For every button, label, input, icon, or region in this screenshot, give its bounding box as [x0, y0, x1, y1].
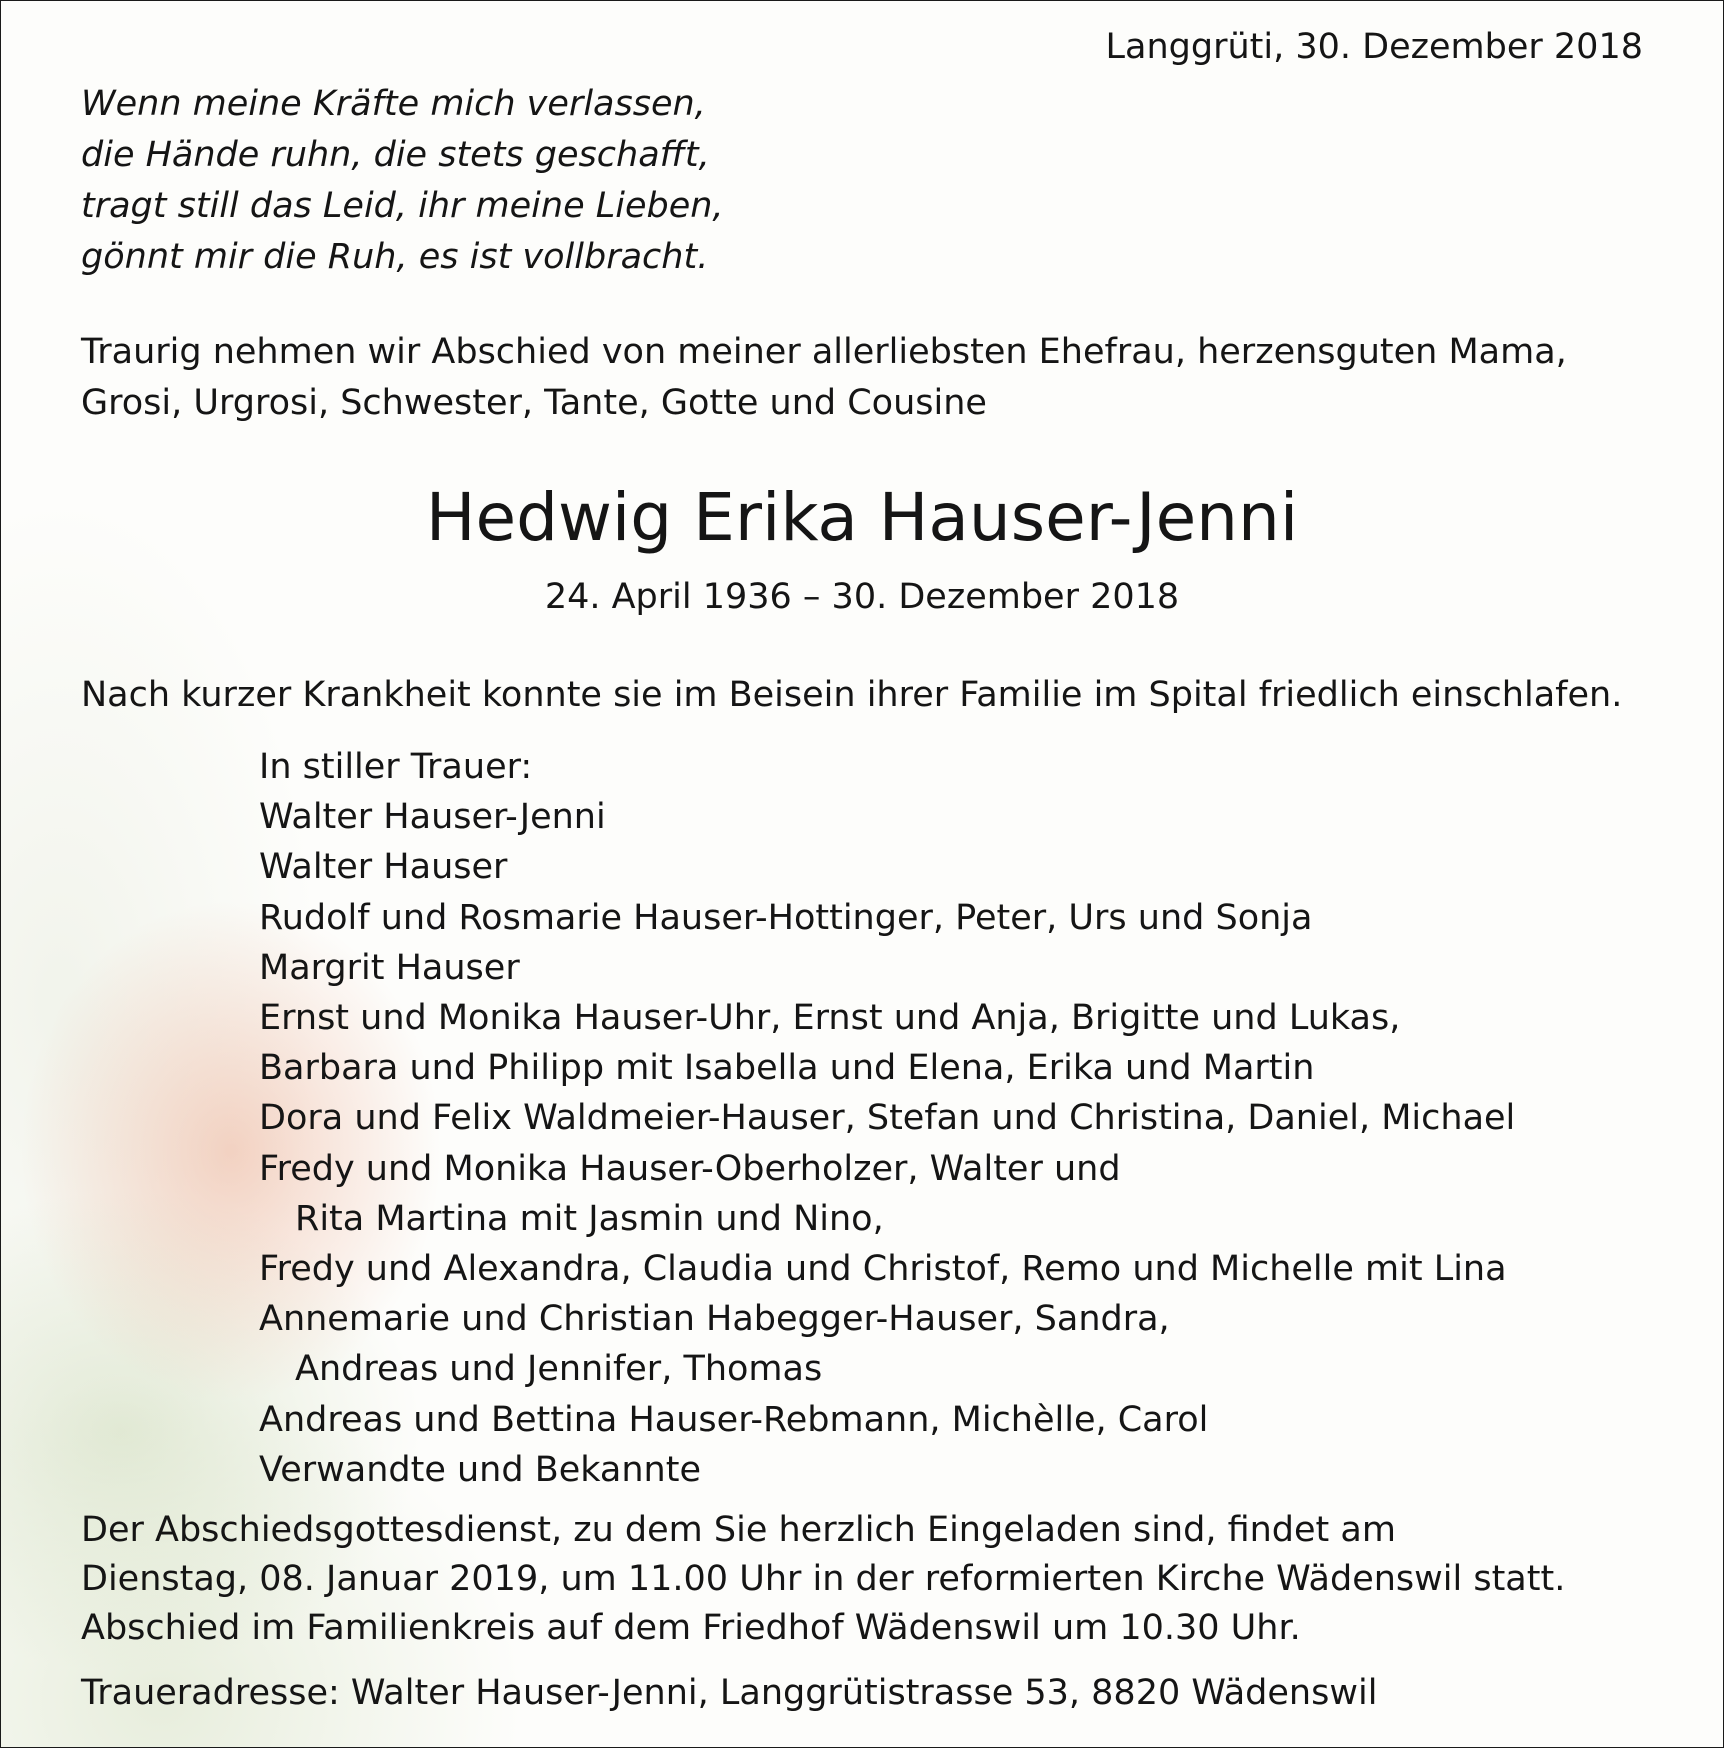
mourner-line: Annemarie und Christian Habegger-Hauser, Sandra, [259, 1299, 1170, 1340]
death-note: Nach kurzer Krankheit konnte sie im Beisein ihrer Familie im Spital friedlich einschlafen. [81, 675, 1623, 715]
mourners-heading: In stiller Trauer: [259, 747, 533, 787]
poem-line: tragt still das Leid, ihr meine Lieben, [81, 186, 724, 226]
poem-line: gönnt mir die Ruh, es ist vollbracht. [81, 237, 709, 277]
mourner-line: Walter Hauser [259, 847, 508, 888]
mourner-line: Verwandte und Bekannte [259, 1449, 701, 1490]
mourner-line: Ernst und Monika Hauser-Uhr, Ernst und Anja, Brigitte und Lukas, [259, 998, 1401, 1039]
service-line: Abschied im Familienkreis auf dem Friedhof Wädenswil um 10.30 Uhr. [81, 1608, 1301, 1648]
poem-line: Wenn meine Kräfte mich verlassen, [81, 84, 706, 124]
service-info [81, 1506, 1565, 1653]
mourner-line: Rudolf und Rosmarie Hauser-Hottinger, Peter, Urs und Sonja [259, 897, 1313, 938]
mourning-address: Traueradresse: Walter Hauser-Jenni, Langgrütistrasse 53, 8820 Wädenswil [81, 1673, 1378, 1713]
service-line: Der Abschiedsgottesdienst, zu dem Sie herzlich Eingeladen sind, findet am [81, 1510, 1396, 1550]
mourner-line: Andreas und Jennifer, Thomas [295, 1349, 823, 1390]
service-line: Dienstag, 08. Januar 2019, um 11.00 Uhr in der reformierten Kirche Wädenswil statt. [81, 1559, 1566, 1599]
mourner-line: Dora und Felix Waldmeier-Hauser, Stefan und Christina, Daniel, Michael [259, 1098, 1516, 1139]
intro-line: Grosi, Urgrosi, Schwester, Tante, Gotte und Cousine [81, 383, 987, 423]
mourner-line: Barbara und Philipp mit Isabella und Elena, Erika und Martin [259, 1048, 1315, 1089]
mourners-list [259, 742, 1515, 1495]
place-date: Langgrüti, 30. Dezember 2018 [1105, 27, 1643, 67]
poem [81, 79, 724, 283]
intro-line: Traurig nehmen wir Abschied von meiner allerliebsten Ehefrau, herzensguten Mama, [81, 332, 1567, 372]
mourner-line: Fredy und Alexandra, Claudia und Christof, Remo und Michelle mit Lina [259, 1249, 1507, 1290]
poem-line: die Hände ruhn, die stets geschafft, [81, 135, 710, 175]
life-dates: 24. April 1936 – 30. Dezember 2018 [544, 577, 1180, 617]
mourner-line: Margrit Hauser [259, 947, 520, 988]
mourner-line: Rita Martina mit Jasmin und Nino, [295, 1198, 884, 1239]
mourner-line: Andreas und Bettina Hauser-Rebmann, Michèlle, Carol [259, 1399, 1209, 1440]
mourner-line: Walter Hauser-Jenni [259, 797, 606, 838]
mourner-line: Fredy und Monika Hauser-Oberholzer, Walter und [259, 1148, 1121, 1189]
intro-text [81, 327, 1567, 429]
deceased-name: Hedwig Erika Hauser-Jenni [425, 479, 1299, 556]
